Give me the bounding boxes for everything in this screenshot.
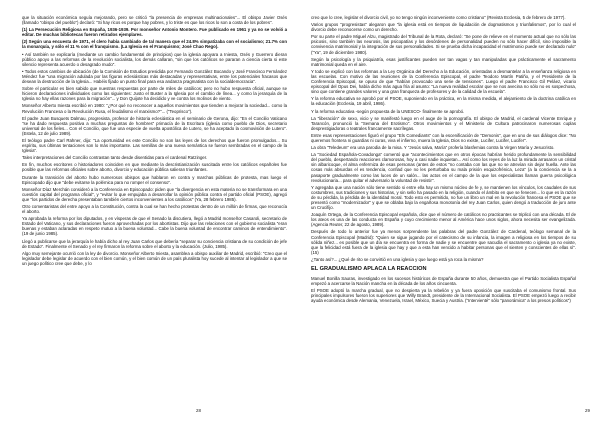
paragraph: Entre esas representaciones figuró el grupo "Els Comediants" con la escenificación de "Demonis", que en uno de sus diálogos dice: "No queremos frontera ni guardias ni curas, viva el infierno, muera la Iglesia, Dios no existe, Lucifer, Lucifer, Lucifer".	[311, 132, 576, 143]
paragraph: Ya aprobada la reforma por los diputados, y en vísperas de que el Senado la discutiera, llegó a Madrid monseñor Casaroli, secretario de Estado del Vaticano, y sus declaraciones fueron aprovechadas por los abortistas. Dijo que las relaciones con el gobierno socialista "eran buenas y estaban aclaradas en respeto mutuo a la buena voluntad... Cabe la buena voluntad de encontrar caminos de entendimiento". (19 de junio 1985).	[22, 216, 287, 237]
paragraph: Manuel Bonilla Sauras, investigado en los sucesos históricos de España durante 50 años, demuestra que el Partido Socialista Español empezó a acercarse la Nación mancha en la década de los años cincuenta.	[311, 275, 576, 286]
paragraph: Tales interpretaciones del Concilio contrastan tanto desde disentidas para el cardenal Ratzinger.	[22, 155, 208, 161]
paragraph: Llegó a publicarse que la jerarquía le había dicho al rey Juan Carlos que debería "separar su conciencia cristiana de su condición de jefe de Estado". Finalmente el Senado y el rey firmaron la reforma sobre el aborto y la educación. (Julio, 1985).	[22, 238, 287, 249]
paragraph: El padre Juan Busquets Dalmau, progresista, profesor de historia eclesiástica en el seminario de Gerona, dijo: "En el Concilio Vaticano "se ha dado respuesta positiva a muchas preguntas de hombres" primacía de la Escritura (iglesia como pueblo de Dios, secretario universal de los fieles... Con el Concilio, que fue una especie de vuelta apostólica de Lutero, se ha aceptado la cosmovisión de Lutero". (Estela, 12 de julio 1989).	[22, 115, 287, 136]
footnote-1: (1) La Persecución Religiosa en España, 1936-1939. Por monseñor Antonio Montero. Fue publicado en 1961 y ya no se volvió a editar. De muchas bibliotecas fueron retirados ejemplares.	[22, 27, 287, 38]
page-number-left: 28	[196, 408, 201, 413]
left-text-column	[22, 15, 287, 268]
paragraph: Durante la transición del aborto hubo numerosos obispos que hablaron en contra y marchas públicas de protesta, mas luego el Episcopado dijo que "debe evitarse la polémica para no romper el consenso".	[22, 174, 287, 185]
paragraph: • Todos estos cambios de ubicación (de la Comisión de Estudios presidida por Fernando González Bocando y José Francisco Fernández Méndez fue "una migración adulada por las figuras eclesiásticas más destacadas y representativas, entre los potenciales fracasos que desean la destrucción de la Iglesia... Habéis fijado un punto final para esa andanza pragmatista con la socialdemocracia".	[22, 68, 287, 85]
paragraph: Y agregaba que una nación sólo tiene sentido si entre ella hay un mismo núcleo de fe y, se mantienen los vínculos, los caudales de sus costumbres, sus tradiciones y sus historias, y sin sello ha pasado en la religión, cuando el ámbito en que se fenecen... lo que es la razón de su pérdida, la pérdida de la identidad moral. Todo esto es permitido, no fue un libro un mal en la revolución francesa el PSOE que se presentó como "modernizador" y que se oblaba bajo la engañosa monotonía del rey Juan Carlos, quien dengó a traducción de juro ante un Crucifijo.	[311, 184, 576, 211]
paragraph: Después de todo lo anterior fue ya menos sorprendente las palabras del padre González de Cardenal, teólogo semanal de la Conferencia Episcopal (Madrid): "Quien se sigue jugando por el catecismo de su infancia, la imagen a religiosa en los tiempos de su sólida niñez... es posible que un día se encuentra en forma de nadie y se encuentre que sacudía el sacramento o iglesia ya no existe, que la felicidad está fuera de la iglesia que hay y que a esta han vencido a habitar personas que el sienten y conscientes de ellas sí". (15)	[311, 229, 576, 255]
paragraph: En fin, muchos escritores o historiadores coinciden en que mediante la descristianización suscitada entre los católicos españoles fue posible que las reformas oficiales sobre aborto, divorcio y educación pública salieran triunfantes.	[22, 162, 287, 173]
paragraph: Joaquín Ortega, de la Conferencia Episcopal española, dice que el número de católicos no practicantes se triplicó con una década. El de los ateos es una de las conducta en España y cuyo crecimiento menor al América hace unos siglos, ahora necesita ser evangelizada. (Agencia Reuter, 22 de agosto, 1989).	[311, 212, 576, 228]
paragraph: La obra "Teledeum" era una parodia de la misa. Y "Jesús salva, María" profería blasfemias contra la Virgen María y Jesucristo.	[311, 145, 555, 151]
section-heading: EL GRADUALISMO APLACA LA REACCION	[311, 266, 427, 273]
paragraph: creo que lo cree, legislar el divorcio civil, yo no tengo ningún inconveniente como cristiano" (Revista Ecclesia, 5 de febrero de 1977).	[311, 15, 566, 20]
paragraph: La "liberación" de sexo, vicio y se manifestó luego en el auge de la pornografía. El obispo de Madrid, el cardenal Vicente Enrique y Tarancón, pronunció la "Semana del Erotismo". Otros movimientos y el Ministerio de Cultura patrocinaron numerosas cuplas desprestigiadoras o teatrales francamente sacrílegas.	[311, 115, 576, 131]
paragraph: que la situación económica seguía mejorando, pero se criticó "la presencia de empresas multinacionales"... El obispo Javier Osés (llamado "obispo del pueblo") declaró: "Si hay ricos es porque hay pobres, y lo triste es que los ricos lo son a costa de los pobres".	[22, 15, 287, 26]
paragraph: ¿Tanto así?... ¿Qué de rito se convirtió en una iglesia y que luego está ya roca la misma?	[311, 256, 484, 262]
paragraph: El PSOE adoptó la marcha gradual, que no despierta ya la rebelión y ya fuera oposición que suscitaba el comunismo frontal. Sus principales impulsores fueron los superiores que Willy Brandt, presidente de la Internacional Socialista. El PSOE empezó luego a recibir ayuda económica desde Alemania, Venezuela, Israel, México, Suecia y Austria. ("Intervienté" sólo "panorámica" a los presos políticos")	[311, 287, 576, 303]
paragraph: La "Sociedad Española-Covadonga" comentó que "acontecimientos que en otros épocas habrían herido profundamente la sensibilidad del pueblo, despertando reacciones clamorosas, hoy a casi nadie inquietan... Así como los reyes de la luz la mirada arrasaron un cristal sin albaricoque, el alma enfermiza de esas personas (antes de estos "no contaba con las que no se atrevían sin dejar huella. Ante las cosas más absurdas el es tendencia, confiad que no les perturbaba su mala prisión esquizofrénica, Leza" (a la conciencia se la a pasaporte gradualmente como las luces de un salón... las actos en el campo de la que los especialistas llaman guerra psicológica revolucionaria... para quitar el adversario la voluntad de resistir".	[311, 152, 576, 183]
paragraph: Y la reforma educativa -según propuesta de la UNESCO- finalmente se aprobó.	[311, 108, 465, 114]
paragraph: Monseñor Alberto Iniesta escribió en 1980: "¿Por qué no reconocer a aquellos movimientos que tienden a mejorar la sociedad... como la Revolución Francesa o la Revolución Rusa, el feudalismo el marxismo?"... ("Teoprisco").	[22, 103, 287, 114]
paragraph: Sobre el particular es bien sabido que nuestras respuestas por parte de miles de católicos; pero no hubo respuesta oficial, aunque se hicieron declaraciones individuales como las siguientes: Justo el Buster a la Iglesia por el cambio de línea... y como la jerarquía de la Iglesia no hay ellas razones para la migración"... y Don Quijote ha decidido y ve contra los molinos de viento.	[22, 86, 287, 102]
paragraph: Y la reforma educativa se aprobó por el PSOE, suponiendo en la práctica, en la misma medida, el alejamiento de la doctrina católica en la educación (Ecclesia, 19 abril, 1986).	[311, 96, 576, 107]
right-page	[300, 0, 600, 424]
paragraph: Otro comentaristas del entre apoyo a la Constitución, contra la cual se han hecho protestas dentro de un millón de firmas, que reconocía el aborto.	[22, 204, 287, 215]
paragraph: El teólogo padre Carl Rahner, dijo: "La oportunidad es este Concilio no son las leyes de los derechos que fueron promulgados... Su espíritu, sus últimas tentaciones son lo más importante. Las semillas de una nueva semántica se fueron sembradas en el campo de la Iglesia".	[22, 137, 287, 154]
page-number-right: 29	[585, 408, 590, 413]
paragraph: Según la psicología y la psiquiatría, esas justificantes pueden ser tan vagas y tan manipuladas que prácticamente el sacramento matrimonial queda en el aire.	[311, 56, 576, 67]
paragraph: Varios grupos "progresistas" alegaron que "la iglesia está en tiempos de liquidación de dogmatismos y triunfalismos", por lo cual el divorcio debe reconocerse como un derecho.	[311, 22, 576, 33]
paragraph: • Así también se explicaría (mediante un cambio fundamental de principios) que la iglesia apoyara a Iniesta, Osés y Guerrero dieran público apoyo a las reformas de la revolución socialista, los demás callaran, "sin que los católicos se pararan a ciencia cierta si este silencio representa acuerdo o desagrado mudo".	[22, 51, 287, 67]
paragraph: Por su parte el padre Miguel Alzu, magistrado del Tribunal de la Rota, declaró: "Se pone de relieve en el momento actual que no sólo las psicosis, sino también las neurosis, las psicopatías y los desórdenes de personalidad pueden no sólo hacer difícil, sino imposible la convivencia matrimonial y la integración de sus personalidades. Si se prueba dicha incapacidad el matrimonio puede ser declarado nulo" ("Ya", 19 de diciembre 1980).	[311, 34, 576, 55]
paragraph: Y todo se explicó con las reformas a la Ley Orgánica del Derecho a la Educación, orientadas a desmantelar a la enseñanza religiosa en las escuelas. Con motivo de las reuniones de la Conferencia Episcopal, el padre Teodoro Martín Patiño, y el Presidente de la Conferencia Episcopal, se opuso de que "habían provocado una serie de tensiones". Luego el padre Francisco Gil Peláez, vicario episcopal del Opus Dei, había dicho más agua fría al asunto: "La nueva realidad escolar que se nos avecina no sólo no es sospechosa, sino que contiene grandes valores y una gran franqueza de profesores y de la calidad de la escuela".	[311, 68, 576, 95]
footnote-2: (2) Según una encuesta de 1971, el clero había cambiado de tal manera que el 24.8% simpatizaba con el socialismo; 21.7% con la monarquía, y sólo el 11 % con el franquismo. (La Iglesia en el Franquismo; José Chao Rego).	[22, 39, 287, 50]
paragraph: Monseñor Díaz Merchán consideró a la Conferencia en Episcopado: piden que "la divergencia en esta materia no se transformara en una cuestión capital del programa oficial", y "evitar lo que empujaba a desarrollar la opinión pública contra el partido oficial (PSOE), agregó que "los partidos de derecha presentaban también ciertos inconvenientes a los católicos" (Ya, 28 febrero 1985).	[22, 186, 287, 202]
right-text-column	[311, 15, 576, 305]
paragraph: Algo muy semejante ocurrió con la ley de divorcio. Monseñor Alberto Iniesta, asamblea a obispo auxiliar de Madrid, escribió: "Creo que el legislador debe legislar de acuerdo con el bien común, y el bien común de un país pluralista hoy sucede al intentar al legislador a que se un juego político cree que debe, y lo	[22, 250, 287, 266]
